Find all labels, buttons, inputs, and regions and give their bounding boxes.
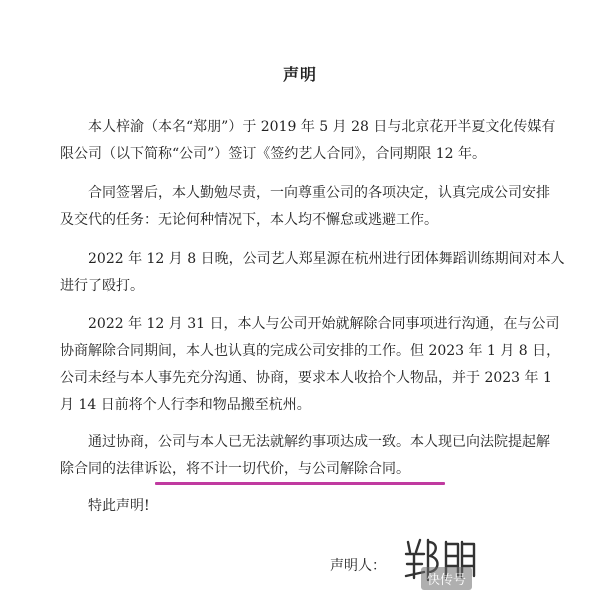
watermark: 快传号 <box>421 567 472 590</box>
document-title: 声明 <box>282 65 317 84</box>
highlight-underline <box>155 482 445 485</box>
paragraph-closing <box>60 493 580 520</box>
paragraph-incident <box>60 246 580 300</box>
paragraph-negotiation <box>60 311 580 419</box>
paragraph-line: 协商解除合同期间，本人也认真的完成公司安排的工作。但 2023 年 1 月 8 日， <box>60 343 561 359</box>
paragraph-line: 限公司（以下简称“公司”）签订《签约艺人合同》，合同期限 12 年。 <box>60 146 487 162</box>
paragraph-lawsuit <box>60 429 580 483</box>
paragraph-line: 特此声明! <box>88 498 150 514</box>
paragraph-line: 2022 年 12 月 8 日晚，公司艺人郑星源在杭州进行团体舞蹈训练期间对本人 <box>88 251 565 267</box>
signer-label: 声明人： <box>330 558 386 574</box>
paragraph-line: 2022 年 12 月 31 日，本人与公司开始就解除合同事项进行沟通，在与公司 <box>88 316 560 332</box>
paragraph-diligence <box>60 180 580 234</box>
paragraph-line: 通过协商，公司与本人已无法就解约事项达成一致。本人现已向法院提起解 <box>88 434 550 450</box>
paragraph-line: 进行了殴打。 <box>60 278 144 294</box>
paragraph-line: 公司未经与本人事先充分沟通、协商，要求本人收拾个人物品，并于 2023 年 1 <box>60 370 552 386</box>
paragraph-contract <box>60 114 580 168</box>
paragraph-line: 本人梓渝（本名“郑朋”）于 2019 年 5 月 28 日与北京花开半夏文化传媒有 <box>88 119 556 135</box>
paragraph-line: 及交代的任务：无论何种情况下，本人均不懈怠或逃避工作。 <box>60 212 438 228</box>
paragraph-line: 月 14 日前将个人行李和物品搬至杭州。 <box>60 397 311 413</box>
paragraph-line: 除合同的法律诉讼，将不计一切代价，与公司解除合同。 <box>60 461 410 477</box>
paragraph-line: 合同签署后，本人勤勉尽责，一向尊重公司的各项决定，认真完成公司安排 <box>88 185 550 201</box>
